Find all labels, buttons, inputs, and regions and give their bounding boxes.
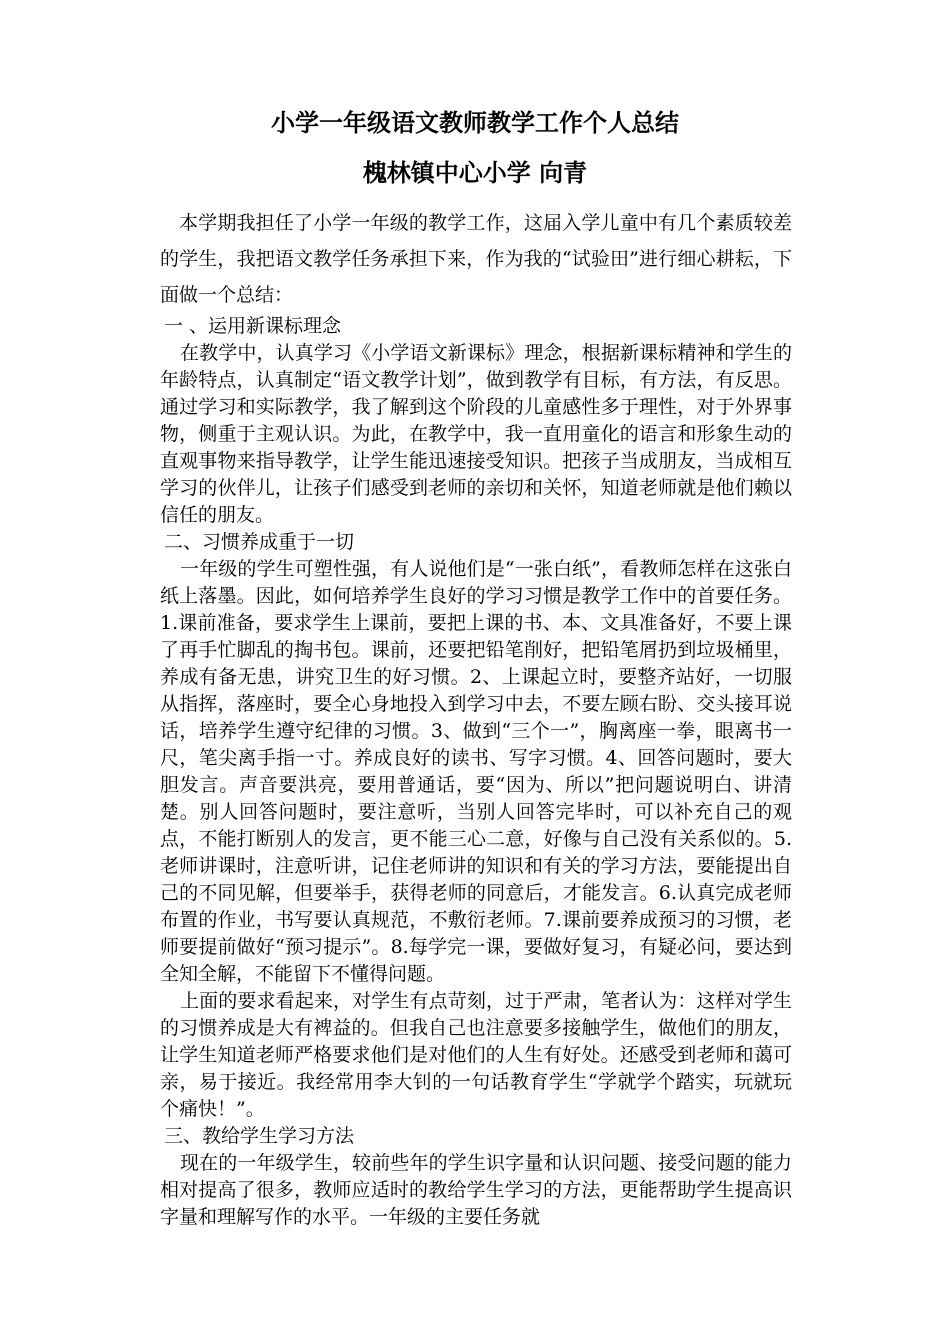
body-paragraph: 上面的要求看起来，对学生有点苛刻，过于严肃，笔者认为：这样对学生的习惯养成是大有裨益的。但我自己也注意要多接触学生，做他们的朋友，让学生知道老师严格要求他们是对他们的人生有好处。还感受到老师和蔼可亲，易于接近。我经常用李大钊的一句话教育学生“学就学个踏实，玩就玩个痛快！”。 (160, 990, 792, 1120)
section-heading: 二、习惯养成重于一切 (164, 531, 355, 553)
document-title: 小学一年级语文教师教学工作个人总结 (271, 108, 679, 137)
section-2 (160, 529, 792, 1123)
document-body (160, 205, 792, 1231)
intro-paragraph: 本学期我担任了小学一年级的教学工作，这届入学儿童中有几个素质较差的学生，我把语文教学任务承担下来，作为我的“试验田”进行细心耕耘，下面做一个总结： (160, 212, 792, 306)
body-paragraph: 在教学中，认真学习《小学语文新课标》理念，根据新课标精神和学生的年龄特点，认真制定“语文教学计划”，做到教学有目标，有方法，有反思。通过学习和实际教学，我了解到这个阶段的儿童感性多于理性，对于外界事物，侧重于主观认识。为此，在教学中，我一直用童化的语言和形象生动的直观事物来指导教学，让学生能迅速接受知识。把孩子当成朋友，当成相互学习的伙伴儿，让孩子们感受到老师的亲切和关怀，知道老师就是他们赖以信任的朋友。 (160, 342, 792, 526)
section-1 (160, 313, 792, 529)
section-3 (160, 1123, 792, 1231)
document-subtitle: 槐林镇中心小学 向青 (362, 158, 588, 187)
section-heading: 一 、运用新课标理念 (164, 315, 342, 337)
body-paragraph: 一年级的学生可塑性强，有人说他们是“一张白纸”，看教师怎样在这张白纸上落墨。因此，如何培养学生良好的学习习惯是教学工作中的首要任务。1.课前准备，要求学生上课前，要把上课的书、本、文具准备好，不要上课了再手忙脚乱的掏书包。课前，还要把铅笔削好，把铅笔屑扔到垃圾桶里，养成有备无患，讲究卫生的好习惯。2、上课起立时，要整齐站好，一切服从指挥，落座时，要全心身地投入到学习中去，不要左顾右盼、交头接耳说话，培养学生遵守纪律的习惯。3、做到“三个一”，胸离座一拳，眼离书一尺，笔尖离手指一寸。养成良好的读书、写字习惯。4、回答问题时，要大胆发言。声音要洪亮，要用普通话，要“因为、所以”把问题说明白、讲清楚。别人回答问题时，要注意听，当别人回答完毕时，可以补充自己的观点，不能打断别人的发言，更不能三心二意，好像与自己没有关系似的。5.老师讲课时，注意听讲，记住老师讲的知识和有关的学习方法，要能提出自己的不同见解，但要举手，获得老师的同意后，才能发言。6.认真完成老师布置的作业，书写要认真规范，不敷衍老师。7.课前要养成预习的习惯，老师要提前做好“预习提示”。8.每学完一课，要做好复习，有疑必问，要达到全知全解，不能留下不懂得问题。 (160, 558, 792, 985)
body-paragraph: 现在的一年级学生，较前些年的学生识字量和认识问题、接受问题的能力相对提高了很多，教师应适时的教给学生学习的方法，更能帮助学生提高识字量和理解写作的水平。一年级的主要任务就 (160, 1152, 792, 1228)
section-heading: 三、教给学生学习方法 (164, 1125, 355, 1147)
